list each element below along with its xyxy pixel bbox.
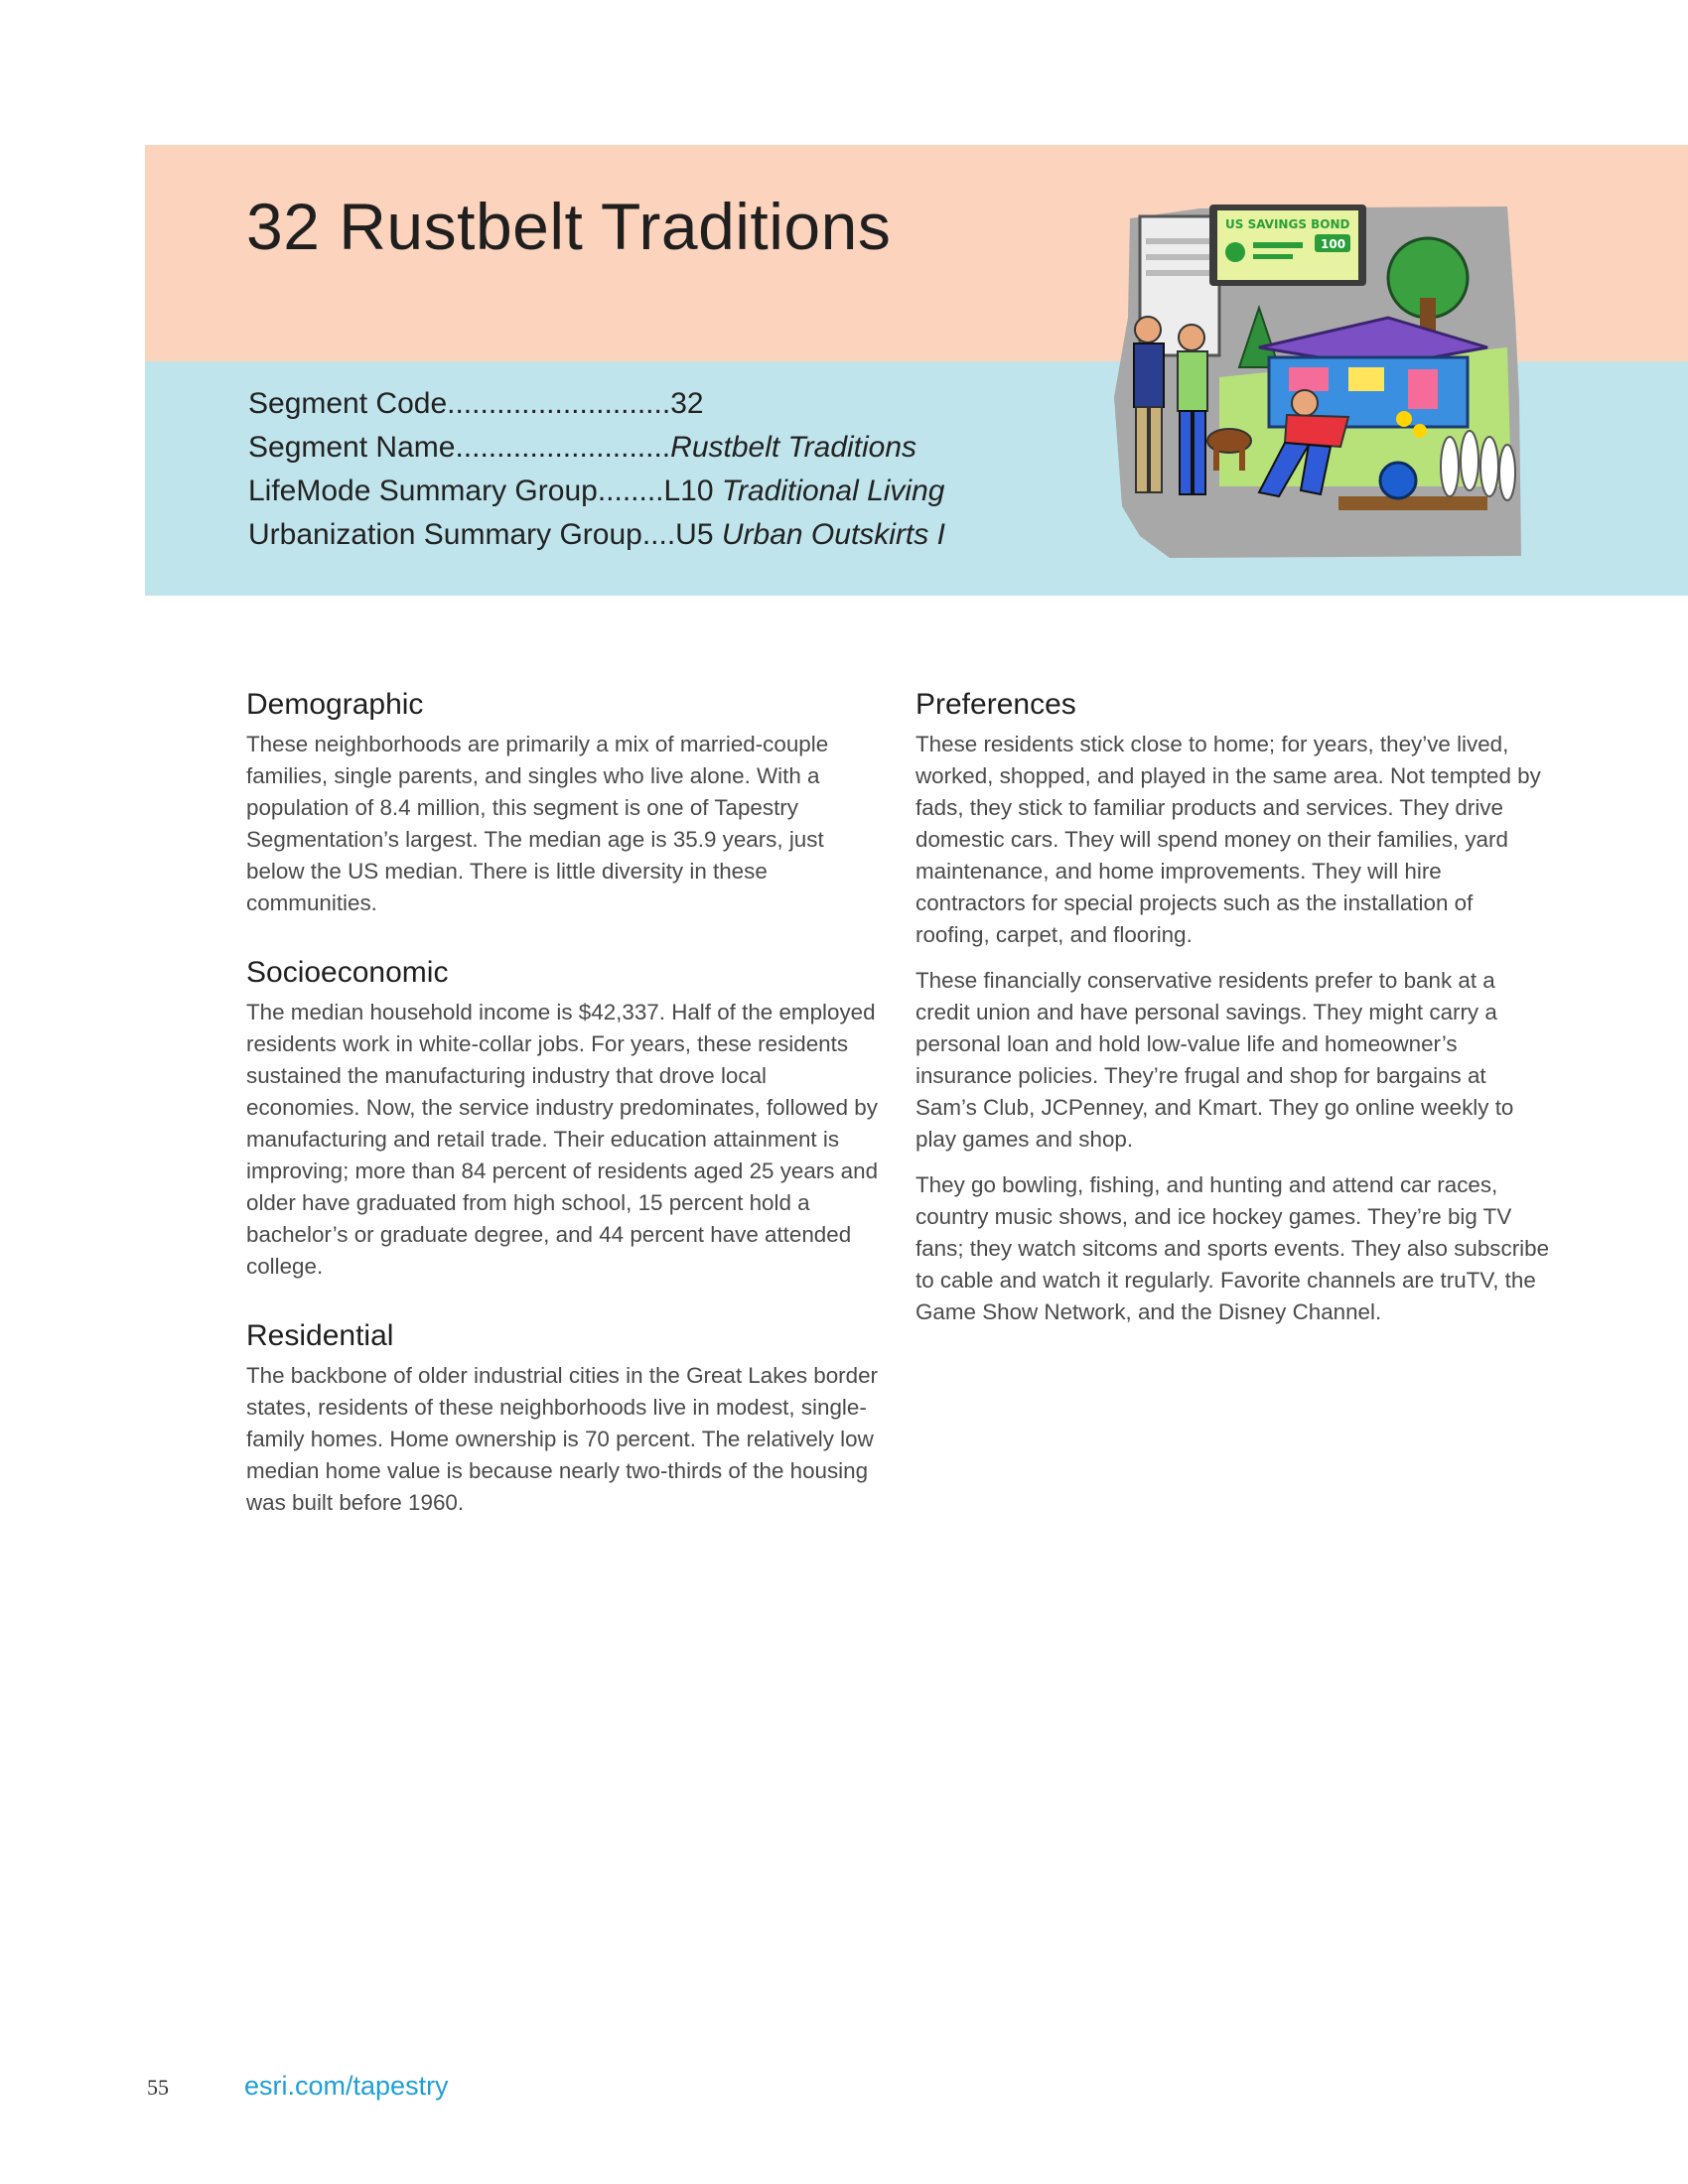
segment-name-value xyxy=(670,431,916,465)
left-column xyxy=(246,685,882,1533)
lifemode-value xyxy=(664,475,945,508)
dot-leader: .... xyxy=(641,518,676,551)
dot-leader: ........ xyxy=(597,475,664,507)
demographic-heading: Demographic xyxy=(246,688,424,721)
lifemode-code: L10 xyxy=(663,475,714,507)
urbanization-code: U5 xyxy=(675,518,714,551)
demographic-paragraph: These neighborhoods are primarily a mix of married-couple families, single parents, and singles who live alone. With a population of 8.4 million, this segment is one of Tapestry Segmentation’s largest. The median age is 35.9 years, just below the US median. There is little diversity in these communities. xyxy=(246,732,829,915)
tapestry-link[interactable]: esri.com/tapestry xyxy=(244,2071,449,2101)
socioeconomic-heading: Socioeconomic xyxy=(246,956,449,989)
urbanization-row xyxy=(248,518,945,562)
dot-leader: .......................... xyxy=(455,431,671,464)
segment-illustration xyxy=(1110,199,1527,564)
segment-code-value: 32 xyxy=(670,387,704,420)
segment-name-label: Segment Name xyxy=(248,431,456,464)
segment-code-label: Segment Code xyxy=(248,387,448,420)
page-title: 32 Rustbelt Traditions xyxy=(246,190,892,263)
preferences-paragraph-3: They go bowling, fishing, and hunting and attend car races, country music shows, and ice hockey games. They’re big TV fans; they watch sitcoms and sports events. They also subscribe to cable and watch it regularly. Favorite channels are truTV, the Game Show Network, and the Disney Channel. xyxy=(915,1172,1550,1324)
savings-bond-sign: US SAVINGS BOND xyxy=(1225,217,1350,231)
preferences-paragraph-2: These financially conservative residents prefer to bank at a credit union and have personal savings. They might carry a personal loan and hold low-value life and homeowner’s insurance policies. They’re frugal and shop for bargains at Sam’s Club, JCPenney, and Kmart. They go online weekly to play games and shop. xyxy=(915,968,1514,1152)
bowling-ball-icon xyxy=(1380,463,1416,498)
residential-heading: Residential xyxy=(246,1319,394,1352)
lifemode-row xyxy=(248,475,945,518)
segment-info-table xyxy=(248,387,945,562)
flower-icon xyxy=(1396,411,1412,427)
segment-name-row xyxy=(248,431,945,475)
preferences-heading: Preferences xyxy=(915,688,1076,721)
bond-value: 100 xyxy=(1321,237,1346,251)
socioeconomic-paragraph: The median household income is $42,337. Half of the employed residents work in white-collar jobs. For years, these residents sustained the manufacturing industry that drove local economies. Now, the service industry predominates, followed by manufacturing and retail trade. Their education attainment is improving; more than 84 percent of residents aged 25 years and older have graduated from high school, 15 percent hold a bachelor’s or graduate degree, and 44 percent have attended college. xyxy=(246,1000,879,1279)
page-number: 55 xyxy=(147,2075,169,2100)
segment-name-italic: Rustbelt Traditions xyxy=(670,431,917,464)
lifemode-name: Traditional Living xyxy=(721,475,945,507)
lifemode-label: LifeMode Summary Group xyxy=(248,475,598,507)
person-standing-icon xyxy=(1134,317,1164,492)
urbanization-value xyxy=(675,518,945,552)
urbanization-name: Urban Outskirts I xyxy=(721,518,945,551)
urbanization-label: Urbanization Summary Group xyxy=(248,518,642,551)
preferences-paragraph-1: These residents stick close to home; for years, they’ve lived, worked, shopped, and played in the same area. Not tempted by fads, they stick to familiar products and services. They drive domestic cars. They will spend money on their families, yard maintenance, and home improvements. They will hire contractors for special projects such as the installation of roofing, carpet, and flooring. xyxy=(915,732,1541,947)
dot-leader: ........................... xyxy=(447,387,671,420)
segment-code-row xyxy=(248,387,945,431)
right-column xyxy=(915,685,1551,1342)
residential-paragraph: The backbone of older industrial cities in the Great Lakes border states, residents of these neighborhoods live in modest, single-family homes. Home ownership is 70 percent. The relatively low median home value is because nearly two-thirds of the housing was built before 1960. xyxy=(246,1363,879,1515)
bowling-lane xyxy=(1338,496,1487,510)
